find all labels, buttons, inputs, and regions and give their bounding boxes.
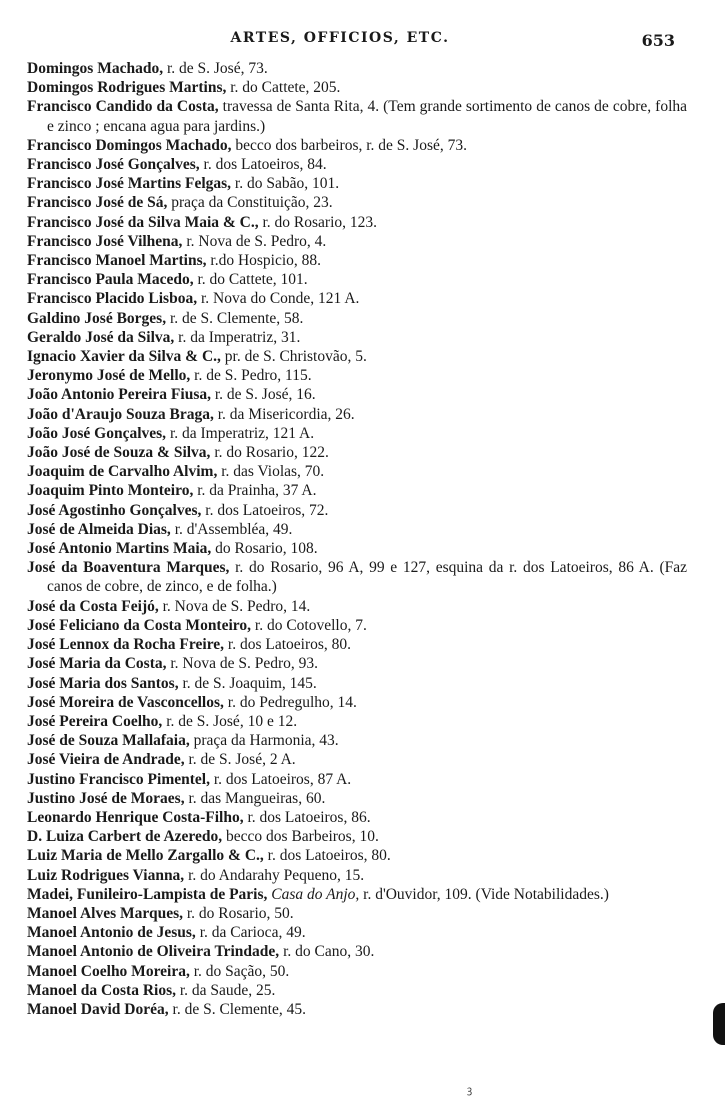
directory-entry (27, 136, 687, 155)
entry-name: João Antonio Pereira Fiusa, (27, 386, 211, 404)
directory-entry (27, 520, 687, 539)
directory-entry (27, 424, 687, 443)
entry-address: r. do Rosario, 96 A, 99 e 127, esquina da r. dos Latoeiros, 86 A. (Faz canos de cobre, de zinco, e de folha.) (47, 559, 687, 596)
directory-entry (27, 251, 687, 270)
directory-entry (27, 462, 687, 481)
entry-name: Francisco Placido Lisboa, (27, 290, 198, 308)
entry-name: D. Luiza Carbert de Azeredo, (27, 828, 223, 846)
entry-name: José Maria da Costa, (27, 655, 167, 673)
entry-name: Domingos Rodrigues Martins, (27, 79, 227, 97)
entry-address: r. da Prainha, 37 A. (193, 482, 317, 500)
entry-name: Francisco José Martins Felgas, (27, 175, 232, 193)
entry-name: Jeronymo José de Mello, (27, 367, 191, 385)
directory-entry (27, 385, 687, 404)
entry-name: José de Souza Mallafaia, (27, 732, 190, 750)
entry-name: Francisco Manoel Martins, (27, 252, 207, 270)
directory-entry (27, 1000, 687, 1019)
entry-name: Justino José de Moraes, (27, 789, 185, 807)
directory-entry (27, 558, 687, 596)
directory-entry (27, 712, 687, 731)
entry-address: r. da Misericordia, 26. (213, 405, 355, 423)
entry-address: r. de S. Clemente, 45. (168, 1000, 306, 1018)
entry-address: r. do Rosario, 122. (210, 444, 329, 462)
entry-address: r. do Rosario, 50. (183, 904, 294, 922)
entry-address: r. da Imperatriz, 121 A. (166, 424, 315, 442)
directory-entry (27, 923, 687, 942)
entry-address: r. dos Latoeiros, 86. (243, 808, 371, 826)
entry-address: r. do Andarahy Pequeno, 15. (184, 866, 365, 884)
entry-name: José de Almeida Dias, (27, 520, 171, 538)
directory-entry (27, 405, 687, 424)
directory-entry (27, 97, 687, 135)
entry-address: r. dos Latoeiros, 84. (199, 156, 327, 174)
entry-name: Joaquim de Carvalho Alvim, (27, 463, 218, 481)
page-header (0, 30, 725, 54)
entry-name: Francisco Domingos Machado, (27, 136, 232, 154)
entry-address: r. de S. José, 10 e 12. (162, 712, 298, 730)
entry-address: r. Nova de S. Pedro, 14. (158, 597, 311, 615)
directory-entry (27, 750, 687, 769)
entry-address: r. do Rosario, 123. (258, 213, 378, 231)
entry-name: José Vieira de Andrade, (27, 751, 185, 769)
entry-address: r. dos Latoeiros, 87 A. (209, 770, 352, 788)
directory-entry (27, 866, 687, 885)
directory-entry (27, 347, 687, 366)
entry-address: r. de S. Clemente, 58. (166, 309, 304, 327)
entry-name: Domingos Machado, (27, 60, 164, 77)
entry-address: r. da Saude, 25. (175, 981, 276, 999)
entry-name: Manoel Antonio de Jesus, (27, 924, 196, 942)
directory-entry (27, 808, 687, 827)
entry-address: r. d'Assembléa, 49. (170, 520, 293, 538)
entry-name: Manoel Coelho Moreira, (27, 962, 190, 980)
entry-address: r. do Cattete, 205. (226, 79, 341, 97)
entry-address: r. Nova do Conde, 121 A. (197, 290, 360, 308)
directory-entry (27, 846, 687, 865)
directory-entry (27, 885, 687, 904)
directory-entry (27, 78, 687, 97)
entry-name: Justino Francisco Pimentel, (27, 770, 210, 788)
entry-name: Francisco José da Silva Maia & C., (27, 213, 259, 231)
directory-entry (27, 174, 687, 193)
entry-name: José Agostinho Gonçalves, (27, 501, 202, 519)
entry-name: Joaquim Pinto Monteiro, (27, 482, 194, 500)
entry-address: r. Nova de S. Pedro, 4. (182, 232, 327, 250)
directory-entry (27, 232, 687, 251)
entry-name: José da Boaventura Marques, (27, 559, 230, 577)
directory-entry (27, 59, 687, 78)
entry-address: r. de S. José, 73. (163, 60, 268, 77)
entry-address: r. da Imperatriz, 31. (174, 328, 301, 346)
entry-address: r. do Cano, 30. (279, 943, 375, 961)
entry-name: José Feliciano da Costa Monteiro, (27, 616, 252, 634)
entry-address: praça da Harmonia, 43. (189, 732, 339, 750)
entry-address: r. do Cotovello, 7. (251, 616, 367, 634)
directory-entry (27, 789, 687, 808)
entry-address: r. do Cattete, 101. (193, 271, 308, 289)
directory-entry (27, 654, 687, 673)
entry-name: João d'Araujo Souza Braga, (27, 405, 214, 423)
entry-address: r. dos Latoeiros, 80. (263, 847, 391, 865)
entry-address: r. do Sabão, 101. (231, 175, 340, 193)
entry-name: José da Costa Feijó, (27, 597, 159, 615)
entry-address: r. dos Latoeiros, 72. (201, 501, 329, 519)
entry-address: becco dos barbeiros, r. de S. José, 73. (231, 136, 467, 154)
entry-name: Geraldo José da Silva, (27, 328, 175, 346)
directory-entry (27, 597, 687, 616)
entry-name: Leonardo Henrique Costa-Filho, (27, 808, 244, 826)
entry-name: Francisco Paula Macedo, (27, 271, 194, 289)
entry-address: r. das Violas, 70. (217, 463, 325, 481)
footer-mark: ꝫ (467, 1085, 473, 1096)
entry-address: becco dos Barbeiros, 10. (222, 828, 379, 846)
entry-name: João José de Souza & Silva, (27, 444, 211, 462)
directory-entry (27, 635, 687, 654)
entry-address: r. de S. José, 2 A. (184, 751, 296, 769)
section-title: ARTES, OFFICIOS, ETC. (230, 30, 450, 46)
entry-address: r. das Mangueiras, 60. (184, 789, 326, 807)
entry-name: Ignacio Xavier da Silva & C., (27, 348, 221, 366)
entry-name: José Lennox da Rocha Freire, (27, 636, 225, 654)
entry-address: travessa de Santa Rita, 4. (Tem grande sortimento de canos de cobre, folha e zinco ; encana agua para jardins.) (47, 98, 688, 135)
entry-address: r.do Hospicio, 88. (206, 252, 322, 270)
entry-name: José Antonio Martins Maia, (27, 540, 212, 558)
entry-name: José Moreira de Vasconcellos, (27, 693, 224, 711)
directory-entry (27, 827, 687, 846)
directory-entry (27, 366, 687, 385)
entry-address: r. Nova de S. Pedro, 93. (166, 655, 319, 673)
directory-entry (27, 155, 687, 174)
entry-shop-name: Casa do Anjo, (267, 885, 360, 903)
directory-entry (27, 289, 687, 308)
entry-name: José Maria dos Santos, (27, 674, 179, 692)
directory-entry (27, 328, 687, 347)
directory-entry (27, 731, 687, 750)
directory-entry (27, 770, 687, 789)
entry-address: r. dos Latoeiros, 80. (224, 636, 352, 654)
entry-name: Francisco Candido da Costa, (27, 98, 219, 116)
directory-entry (27, 501, 687, 520)
margin-ink-blot (713, 1003, 725, 1045)
entry-name: Manoel David Doréa, (27, 1000, 169, 1018)
entry-name: Galdino José Borges, (27, 309, 167, 327)
entry-name: João José Gonçalves, (27, 424, 167, 442)
directory-entry (27, 443, 687, 462)
entry-address: do Rosario, 108. (211, 540, 318, 558)
directory-entry (27, 693, 687, 712)
entry-address: pr. de S. Christovão, 5. (220, 348, 367, 366)
entry-address: r. de S. José, 16. (211, 386, 316, 404)
directory-entry (27, 270, 687, 289)
entry-address: r. d'Ouvidor, 109. (Vide Notabilidades.) (359, 885, 609, 903)
entry-address: r. do Sação, 50. (189, 962, 290, 980)
directory-entry (27, 616, 687, 635)
directory-list (27, 59, 687, 1019)
entry-address: praça da Constituição, 23. (167, 194, 333, 212)
directory-entry (27, 193, 687, 212)
entry-name: José Pereira Coelho, (27, 712, 163, 730)
page-number: 653 (641, 31, 675, 50)
entry-name: Manoel da Costa Rios, (27, 981, 176, 999)
directory-entry (27, 481, 687, 500)
directory-entry (27, 674, 687, 693)
directory-entry (27, 962, 687, 981)
directory-entry (27, 981, 687, 1000)
directory-entry (27, 539, 687, 558)
entry-name: Francisco José de Sá, (27, 194, 168, 212)
entry-name: Manoel Antonio de Oliveira Trindade, (27, 943, 280, 961)
directory-entry (27, 309, 687, 328)
directory-entry (27, 904, 687, 923)
directory-entry (27, 213, 687, 232)
entry-address: r. de S. Pedro, 115. (190, 367, 312, 385)
entry-name: Francisco José Vilhena, (27, 232, 183, 250)
directory-entry (27, 942, 687, 961)
entry-address: r. do Pedregulho, 14. (223, 693, 357, 711)
entry-address: r. de S. Joaquim, 145. (178, 674, 317, 692)
entry-address: r. da Carioca, 49. (195, 924, 306, 942)
entry-name: Manoel Alves Marques, (27, 904, 183, 922)
entry-name: Madei, Funileiro-Lampista de Paris, (27, 885, 268, 903)
entry-name: Luiz Rodrigues Vianna, (27, 866, 185, 884)
entry-name: Francisco José Gonçalves, (27, 156, 200, 174)
entry-name: Luiz Maria de Mello Zargallo & C., (27, 847, 264, 865)
